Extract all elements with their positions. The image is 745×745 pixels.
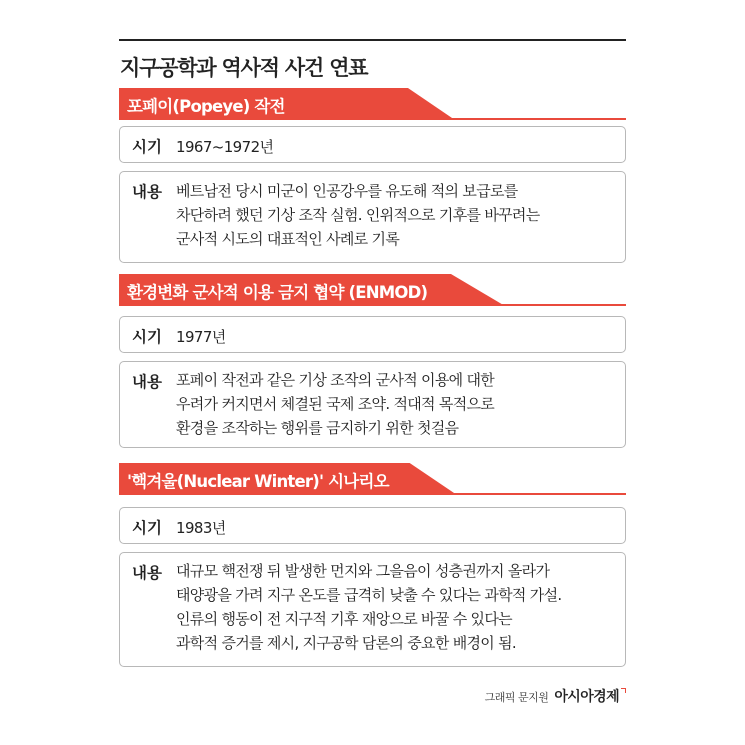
content-line: 포페이 작전과 같은 기상 조작의 군사적 이용에 대한	[176, 371, 495, 389]
period-label: 시기	[132, 138, 162, 156]
banner-underline	[119, 118, 626, 120]
content-line: 태양광을 가려 지구 온도를 급격히 낮출 수 있다는 과학적 가설.	[176, 586, 562, 604]
content-line: 대규모 핵전쟁 뒤 발생한 먼지와 그을음이 성층권까지 올라가	[176, 562, 550, 580]
section-heading: 환경변화 군사적 이용 금지 협약 (ENMOD)	[127, 283, 428, 302]
content-box	[119, 361, 626, 448]
content-box	[119, 171, 626, 263]
content-line: 과학적 증거를 제시, 지구공학 담론의 중요한 배경이 됨.	[176, 634, 516, 652]
period-box	[119, 316, 626, 353]
content-label: 내용	[132, 373, 162, 391]
section-popeye	[119, 88, 626, 263]
page-title: 지구공학과 역사적 사건 연표	[120, 56, 368, 80]
content-label: 내용	[132, 564, 162, 582]
content-line: 차단하려 했던 기상 조작 실험. 인위적으로 기후를 바꾸려는	[176, 206, 540, 224]
content-line: 환경을 조작하는 행위를 금지하기 위한 첫걸음	[176, 419, 459, 437]
content-line: 우려가 커지면서 체결된 국제 조약. 적대적 목적으로	[176, 395, 495, 413]
content-line: 인류의 행동이 전 지구적 기후 재앙으로 바꿀 수 있다는	[176, 610, 512, 628]
period-box	[119, 507, 626, 544]
period-label: 시기	[132, 328, 162, 346]
period-box	[119, 126, 626, 163]
content-label: 내용	[132, 183, 162, 201]
banner-underline	[119, 493, 626, 495]
content-lines	[176, 559, 615, 655]
period-value: 1967~1972년	[176, 138, 274, 156]
content-lines	[176, 368, 615, 440]
content-lines	[176, 179, 615, 251]
period-value: 1977년	[176, 328, 226, 346]
section-heading: 포페이(Popeye) 작전	[127, 97, 285, 116]
period-value: 1983년	[176, 519, 226, 537]
credit-text: 그래픽 문지원	[484, 691, 549, 704]
section-banner	[119, 274, 626, 306]
top-rule	[119, 39, 626, 41]
banner-underline	[119, 304, 626, 306]
period-label: 시기	[132, 519, 162, 537]
section-enmod	[119, 274, 626, 448]
content-line: 군사적 시도의 대표적인 사례로 기록	[176, 230, 400, 248]
credit-brand: 아시아경제	[554, 689, 619, 705]
credit	[485, 686, 626, 706]
content-box	[119, 552, 626, 667]
section-banner	[119, 463, 626, 495]
section-heading: '핵겨울(Nuclear Winter)' 시나리오	[127, 472, 389, 491]
content-line: 베트남전 당시 미군이 인공강우를 유도해 적의 보급로를	[176, 182, 518, 200]
brand-mark-icon	[621, 688, 626, 693]
section-nuclear-winter	[119, 463, 626, 668]
section-banner	[119, 88, 626, 120]
